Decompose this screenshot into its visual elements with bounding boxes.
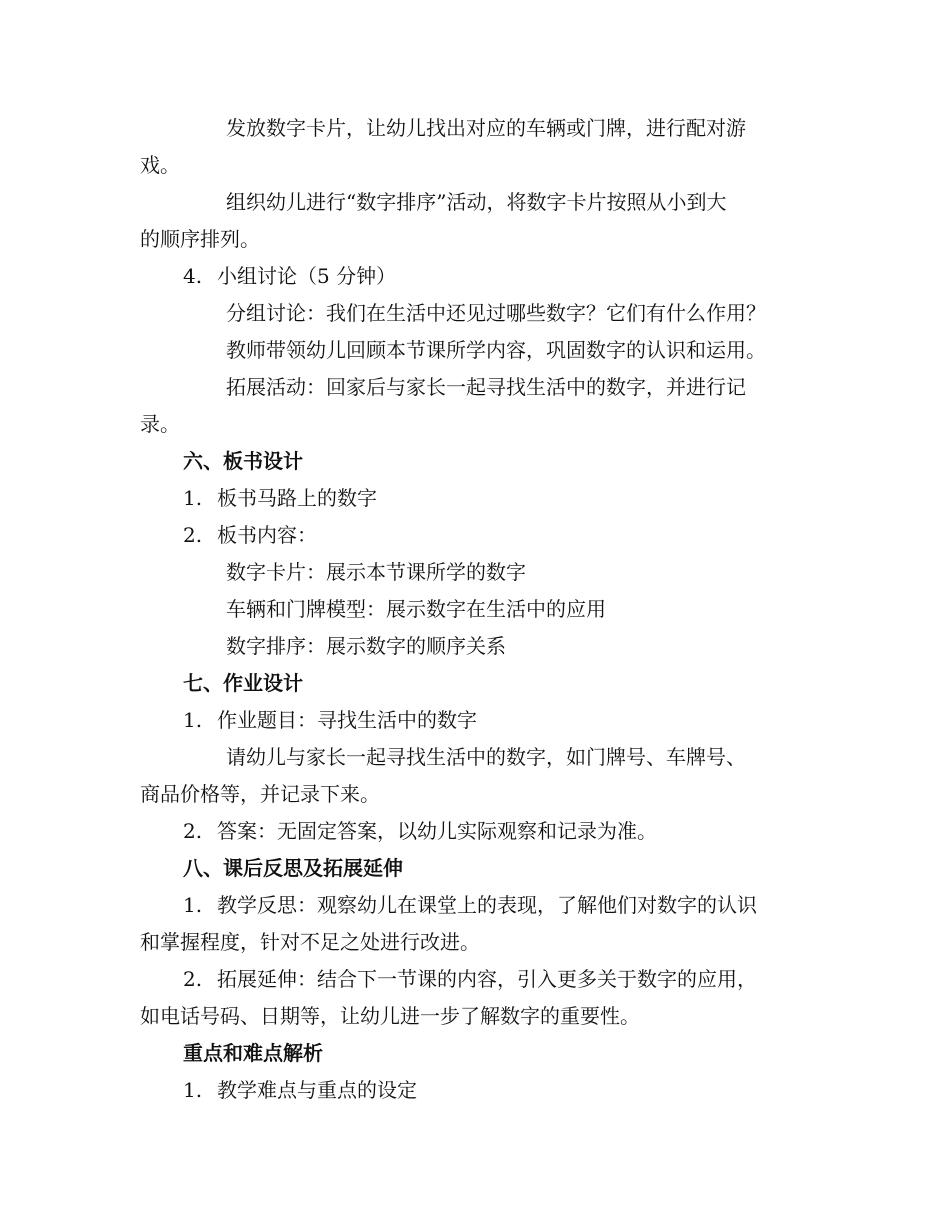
paragraph-line: 的顺序排列。 [140,227,260,251]
item-number: 1. [183,1078,203,1102]
item-number: 2. [183,967,203,991]
item-number: 2. [183,819,203,843]
item-text: 作业题目：寻找生活中的数字 [217,708,477,732]
paragraph-line: 数字卡片：展示本节课所学的数字 [226,560,526,584]
item-text: 教学反思：观察幼儿在课堂上的表现，了解他们对数字的认识 [217,893,757,917]
numbered-item [183,966,757,992]
paragraph-line: 教师带领幼儿回顾本节课所学内容，巩固数字的认识和运用。 [226,338,766,362]
paragraph-line: 商品价格等，并记录下来。 [140,782,380,806]
numbered-item [183,263,396,289]
item-text: 教学难点与重点的设定 [217,1078,417,1102]
numbered-item [183,485,377,511]
section-heading: 八、课后反思及拓展延伸 [183,856,403,880]
paragraph-line: 分组讨论：我们在生活中还见过哪些数字？它们有什么作用？ [226,301,766,325]
item-text: 小组讨论（5 分钟） [217,264,397,288]
item-number: 4. [183,264,203,288]
numbered-item [183,707,477,733]
item-text: 板书内容： [217,523,317,547]
paragraph-line: 请幼儿与家长一起寻找生活中的数字，如门牌号、车牌号、 [226,745,746,769]
numbered-item [183,818,657,844]
paragraph-line: 戏。 [140,153,180,177]
item-number: 1. [183,708,203,732]
paragraph-line: 数字排序：展示数字的顺序关系 [226,634,506,658]
paragraph-line: 录。 [140,412,180,436]
paragraph-line: 车辆和门牌模型：展示数字在生活中的应用 [226,597,606,621]
numbered-item [183,892,757,918]
section-heading: 六、板书设计 [183,449,303,473]
section-heading: 七、作业设计 [183,671,303,695]
paragraph-line: 拓展活动：回家后与家长一起寻找生活中的数字，并进行记 [226,375,746,399]
item-number: 2. [183,523,203,547]
paragraph-line: 和掌握程度，针对不足之处进行改进。 [140,930,480,954]
section-heading: 重点和难点解析 [183,1041,323,1065]
item-text: 拓展延伸：结合下一节课的内容，引入更多关于数字的应用， [217,967,757,991]
numbered-item [183,522,317,548]
numbered-item [183,1077,417,1103]
item-text: 板书马路上的数字 [217,486,377,510]
item-text: 答案：无固定答案，以幼儿实际观察和记录为准。 [217,819,657,843]
item-number: 1. [183,893,203,917]
paragraph-line: 如电话号码、日期等，让幼儿进一步了解数字的重要性。 [140,1004,640,1028]
item-number: 1. [183,486,203,510]
paragraph-line: 组织幼儿进行“数字排序”活动，将数字卡片按照从小到大 [226,190,727,214]
paragraph-line: 发放数字卡片，让幼儿找出对应的车辆或门牌，进行配对游 [226,116,746,140]
